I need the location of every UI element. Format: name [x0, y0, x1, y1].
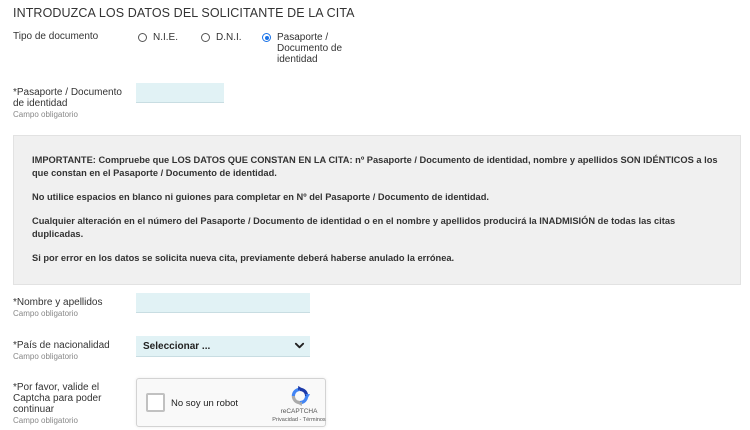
- passport-input[interactable]: [136, 83, 224, 103]
- page-title: INTRODUZCA LOS DATOS DEL SOLICITANTE DE LA CITA: [13, 6, 355, 20]
- recaptcha-terms-link[interactable]: Privacidad - Términos: [272, 417, 326, 423]
- captcha-label-line1: *Por favor, valide el: [13, 382, 100, 393]
- document-type-label: Tipo de documento: [13, 31, 99, 42]
- nationality-label: [13, 340, 110, 362]
- recaptcha-brand: reCAPTCHA: [280, 408, 318, 415]
- radio-pasaporte-indicator[interactable]: [262, 33, 271, 42]
- important-notice: [13, 135, 741, 285]
- radio-nie[interactable]: [138, 32, 178, 43]
- recaptcha-widget: [136, 378, 326, 427]
- recaptcha-checkbox[interactable]: [146, 393, 165, 412]
- nationality-required-note: Campo obligatorio: [13, 352, 78, 361]
- recaptcha-logo-icon: [289, 385, 311, 407]
- captcha-label-line3: continuar: [13, 404, 55, 415]
- radio-pasaporte-label-line2: Documento de: [277, 43, 343, 54]
- recaptcha-checkbox-label: No soy un robot: [171, 398, 239, 409]
- radio-nie-indicator[interactable]: [138, 33, 147, 42]
- passport-label-line2: de identidad: [13, 98, 68, 109]
- notice-paragraph-4: Si por error en los datos se solicita nueva cita, previamente deberá haberse anulado la errónea.: [32, 253, 455, 263]
- notice-paragraph-3: [32, 215, 722, 241]
- name-label-text: *Nombre y apellidos: [13, 297, 103, 308]
- radio-pasaporte[interactable]: [262, 32, 342, 65]
- notice-p1-line1: IMPORTANTE: Compruebe que LOS DATOS QUE CONSTAN EN LA CITA: nº Pasaporte / Documento de identidad, nombre y apellidos SON IDÉNTICOS a los: [32, 155, 718, 165]
- radio-pasaporte-label-line1: Pasaporte /: [277, 32, 329, 43]
- radio-nie-label: N.I.E.: [153, 32, 179, 43]
- captcha-required-note: Campo obligatorio: [13, 416, 78, 425]
- notice-p3-line2: duplicadas.: [32, 229, 84, 239]
- captcha-label-line2: Captcha para poder: [13, 393, 102, 404]
- radio-dni-label: D.N.I.: [216, 32, 242, 43]
- name-required-note: Campo obligatorio: [13, 309, 78, 318]
- passport-required-note: Campo obligatorio: [13, 110, 78, 119]
- passport-label: [13, 87, 122, 120]
- nationality-label-text: *País de nacionalidad: [13, 340, 110, 351]
- name-label: [13, 297, 103, 319]
- passport-label-line1: *Pasaporte / Documento: [13, 87, 122, 98]
- notice-p1-line2: que constan en el Pasaporte / Documento de identidad.: [32, 168, 277, 178]
- nationality-selected-value: Seleccionar ...: [143, 341, 211, 352]
- notice-p3-line1: Cualquier alteración en el número del Pasaporte / Documento de identidad o en el nombre y apellidos producirá la INADMISIÓN de todas las citas: [32, 216, 676, 226]
- radio-pasaporte-label-line3: identidad: [277, 54, 318, 65]
- radio-dni[interactable]: [201, 32, 242, 43]
- chevron-down-icon: [294, 340, 305, 351]
- captcha-label: [13, 382, 101, 426]
- notice-paragraph-1: [32, 154, 722, 180]
- nationality-select[interactable]: [136, 336, 310, 357]
- radio-pasaporte-label: [277, 32, 342, 65]
- radio-dni-indicator[interactable]: [201, 33, 210, 42]
- name-input[interactable]: [136, 293, 310, 313]
- notice-paragraph-2: No utilice espacios en blanco ni guiones para completar en Nº del Pasaporte / Documento de identidad.: [32, 192, 489, 202]
